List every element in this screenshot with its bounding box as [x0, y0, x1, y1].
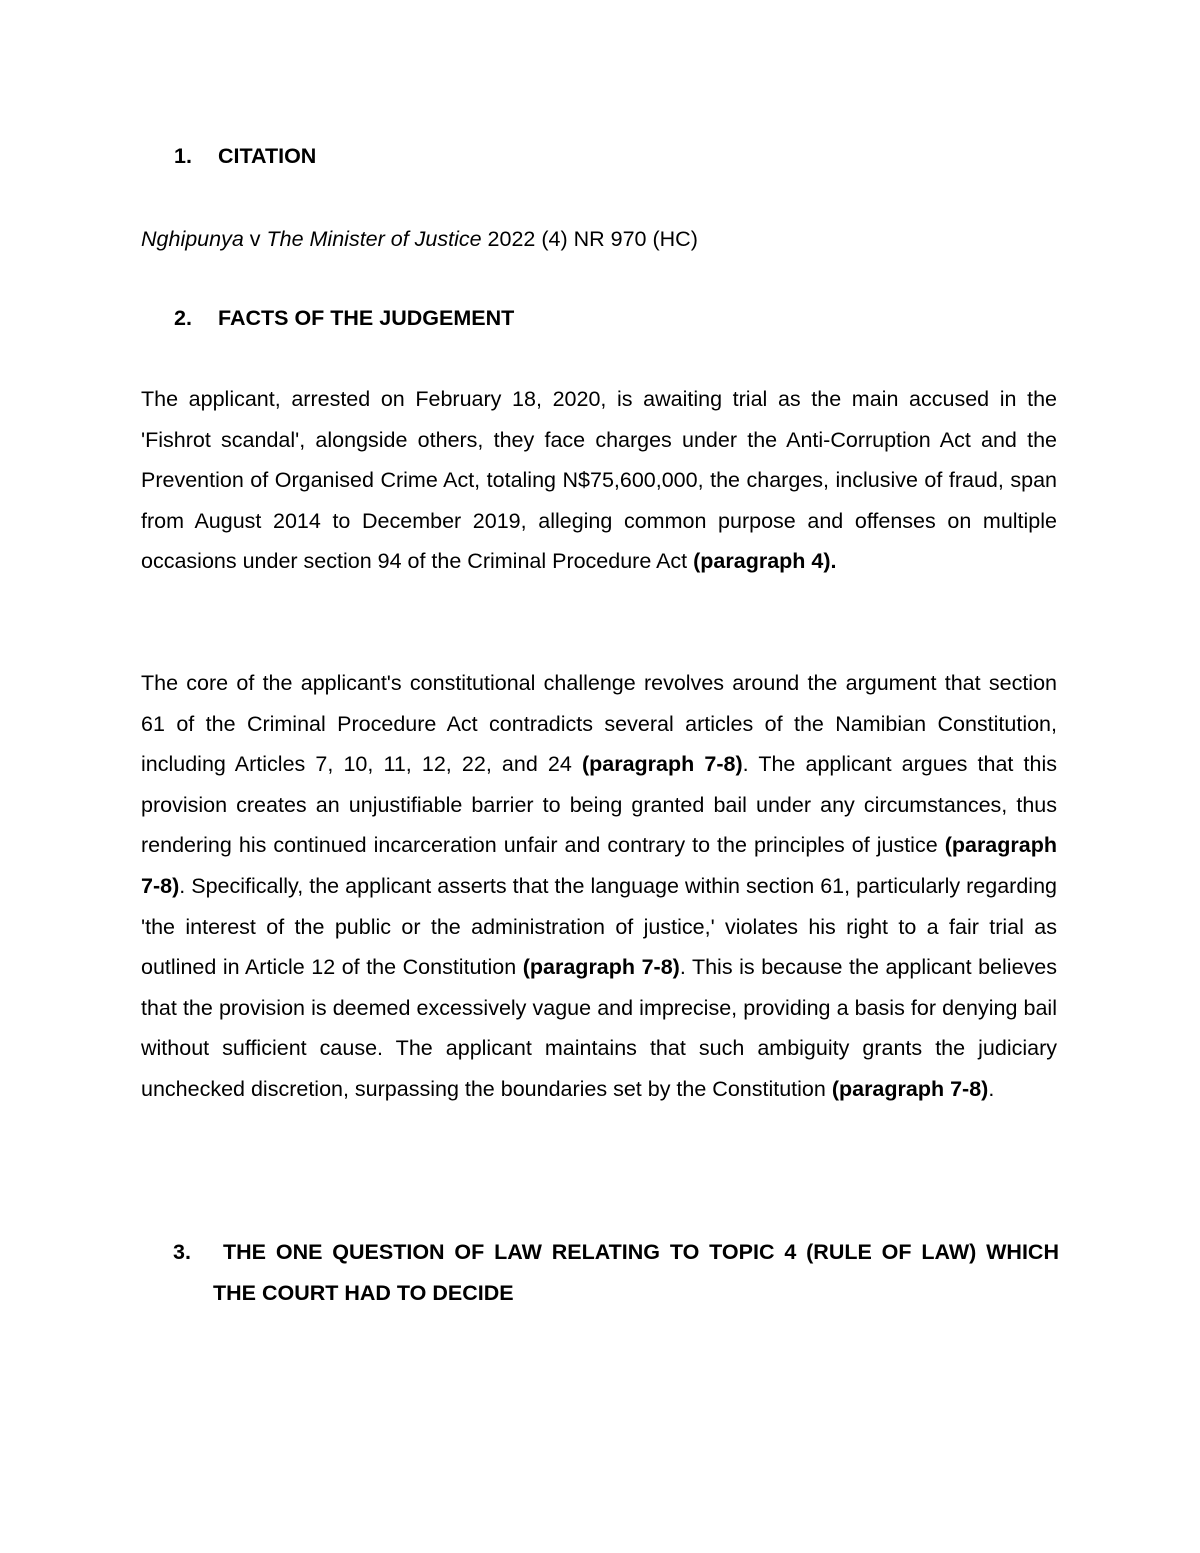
section-3-heading [173, 1232, 1059, 1313]
section-2-heading [174, 298, 514, 339]
section-1-heading [174, 136, 316, 177]
facts-paragraph-2-sentence-3: . Specifically, the applicant asserts that the language within section 61, particularly regarding 'the interest of the public or the administration of justice,' violates his right to a fair trial as outlined in Article 12 of the Constitution [141, 873, 1057, 980]
facts-paragraph-1-reference: (paragraph 4). [693, 549, 837, 574]
citation-reference: 2022 (4) NR 970 (HC) [481, 227, 698, 251]
section-1-title: CITATION [218, 144, 317, 168]
facts-paragraph-1 [141, 379, 1057, 582]
facts-paragraph-1-text: The applicant, arrested on February 18, 2020, is awaiting trial as the main accused in the 'Fishrot scandal', alongside others, they face charges under the Anti-Corruption Act and the Prevention of Organised Crime Act, totaling N$75,600,000, the charges, inclusive of fraud, span from August 2014 to December 2019, alleging common purpose and offenses on multiple occasions under section 94 of the Criminal Procedure Act [141, 387, 1057, 574]
case-citation [141, 219, 1061, 259]
section-3-number: 3. [173, 1240, 191, 1264]
facts-paragraph-2 [141, 663, 1057, 1110]
section-3-title: THE ONE QUESTION OF LAW RELATING TO TOPIC 4 (RULE OF LAW) WHICH THE COURT HAD TO DECIDE [213, 1240, 1059, 1305]
facts-paragraph-2-end: . [988, 1076, 995, 1101]
section-1-number: 1. [174, 144, 192, 168]
section-2-title: FACTS OF THE JUDGEMENT [218, 306, 515, 330]
facts-paragraph-2-ref-4: (paragraph 7-8) [831, 1076, 989, 1101]
facts-paragraph-2-sentence-4: . This is because the applicant believes that the provision is deemed excessively vague and imprecise, providing a basis for denying bail without sufficient cause. The applicant maintains that such ambiguity grants the judiciary unchecked discretion, surpassing the boundaries set by the Constitution [141, 955, 1057, 1101]
facts-paragraph-2-sentence-1: The core of the applicant's constitutional challenge revolves around the argument that section 61 of the Criminal Procedure Act contradicts several articles of the Namibian Constitution, including Articles 7, 10, 11, 12, 22, and 24 [141, 671, 1057, 777]
citation-party-1: Nghipunya [141, 227, 244, 251]
facts-paragraph-2-ref-2: (paragraph 7-8) [141, 833, 1057, 898]
facts-paragraph-2-ref-3: (paragraph 7-8) [522, 955, 680, 980]
citation-versus: v [243, 227, 267, 251]
facts-paragraph-2-sentence-2: . The applicant argues that this provision creates an unjustifiable barrier to being granted bail under any circumstances, thus rendering his continued incarceration unfair and contrary to the principles of justice [141, 752, 1057, 858]
citation-party-2: The Minister of Justice [266, 227, 482, 251]
section-2-number: 2. [174, 306, 192, 330]
facts-paragraph-2-ref-1: (paragraph 7-8) [581, 752, 743, 777]
